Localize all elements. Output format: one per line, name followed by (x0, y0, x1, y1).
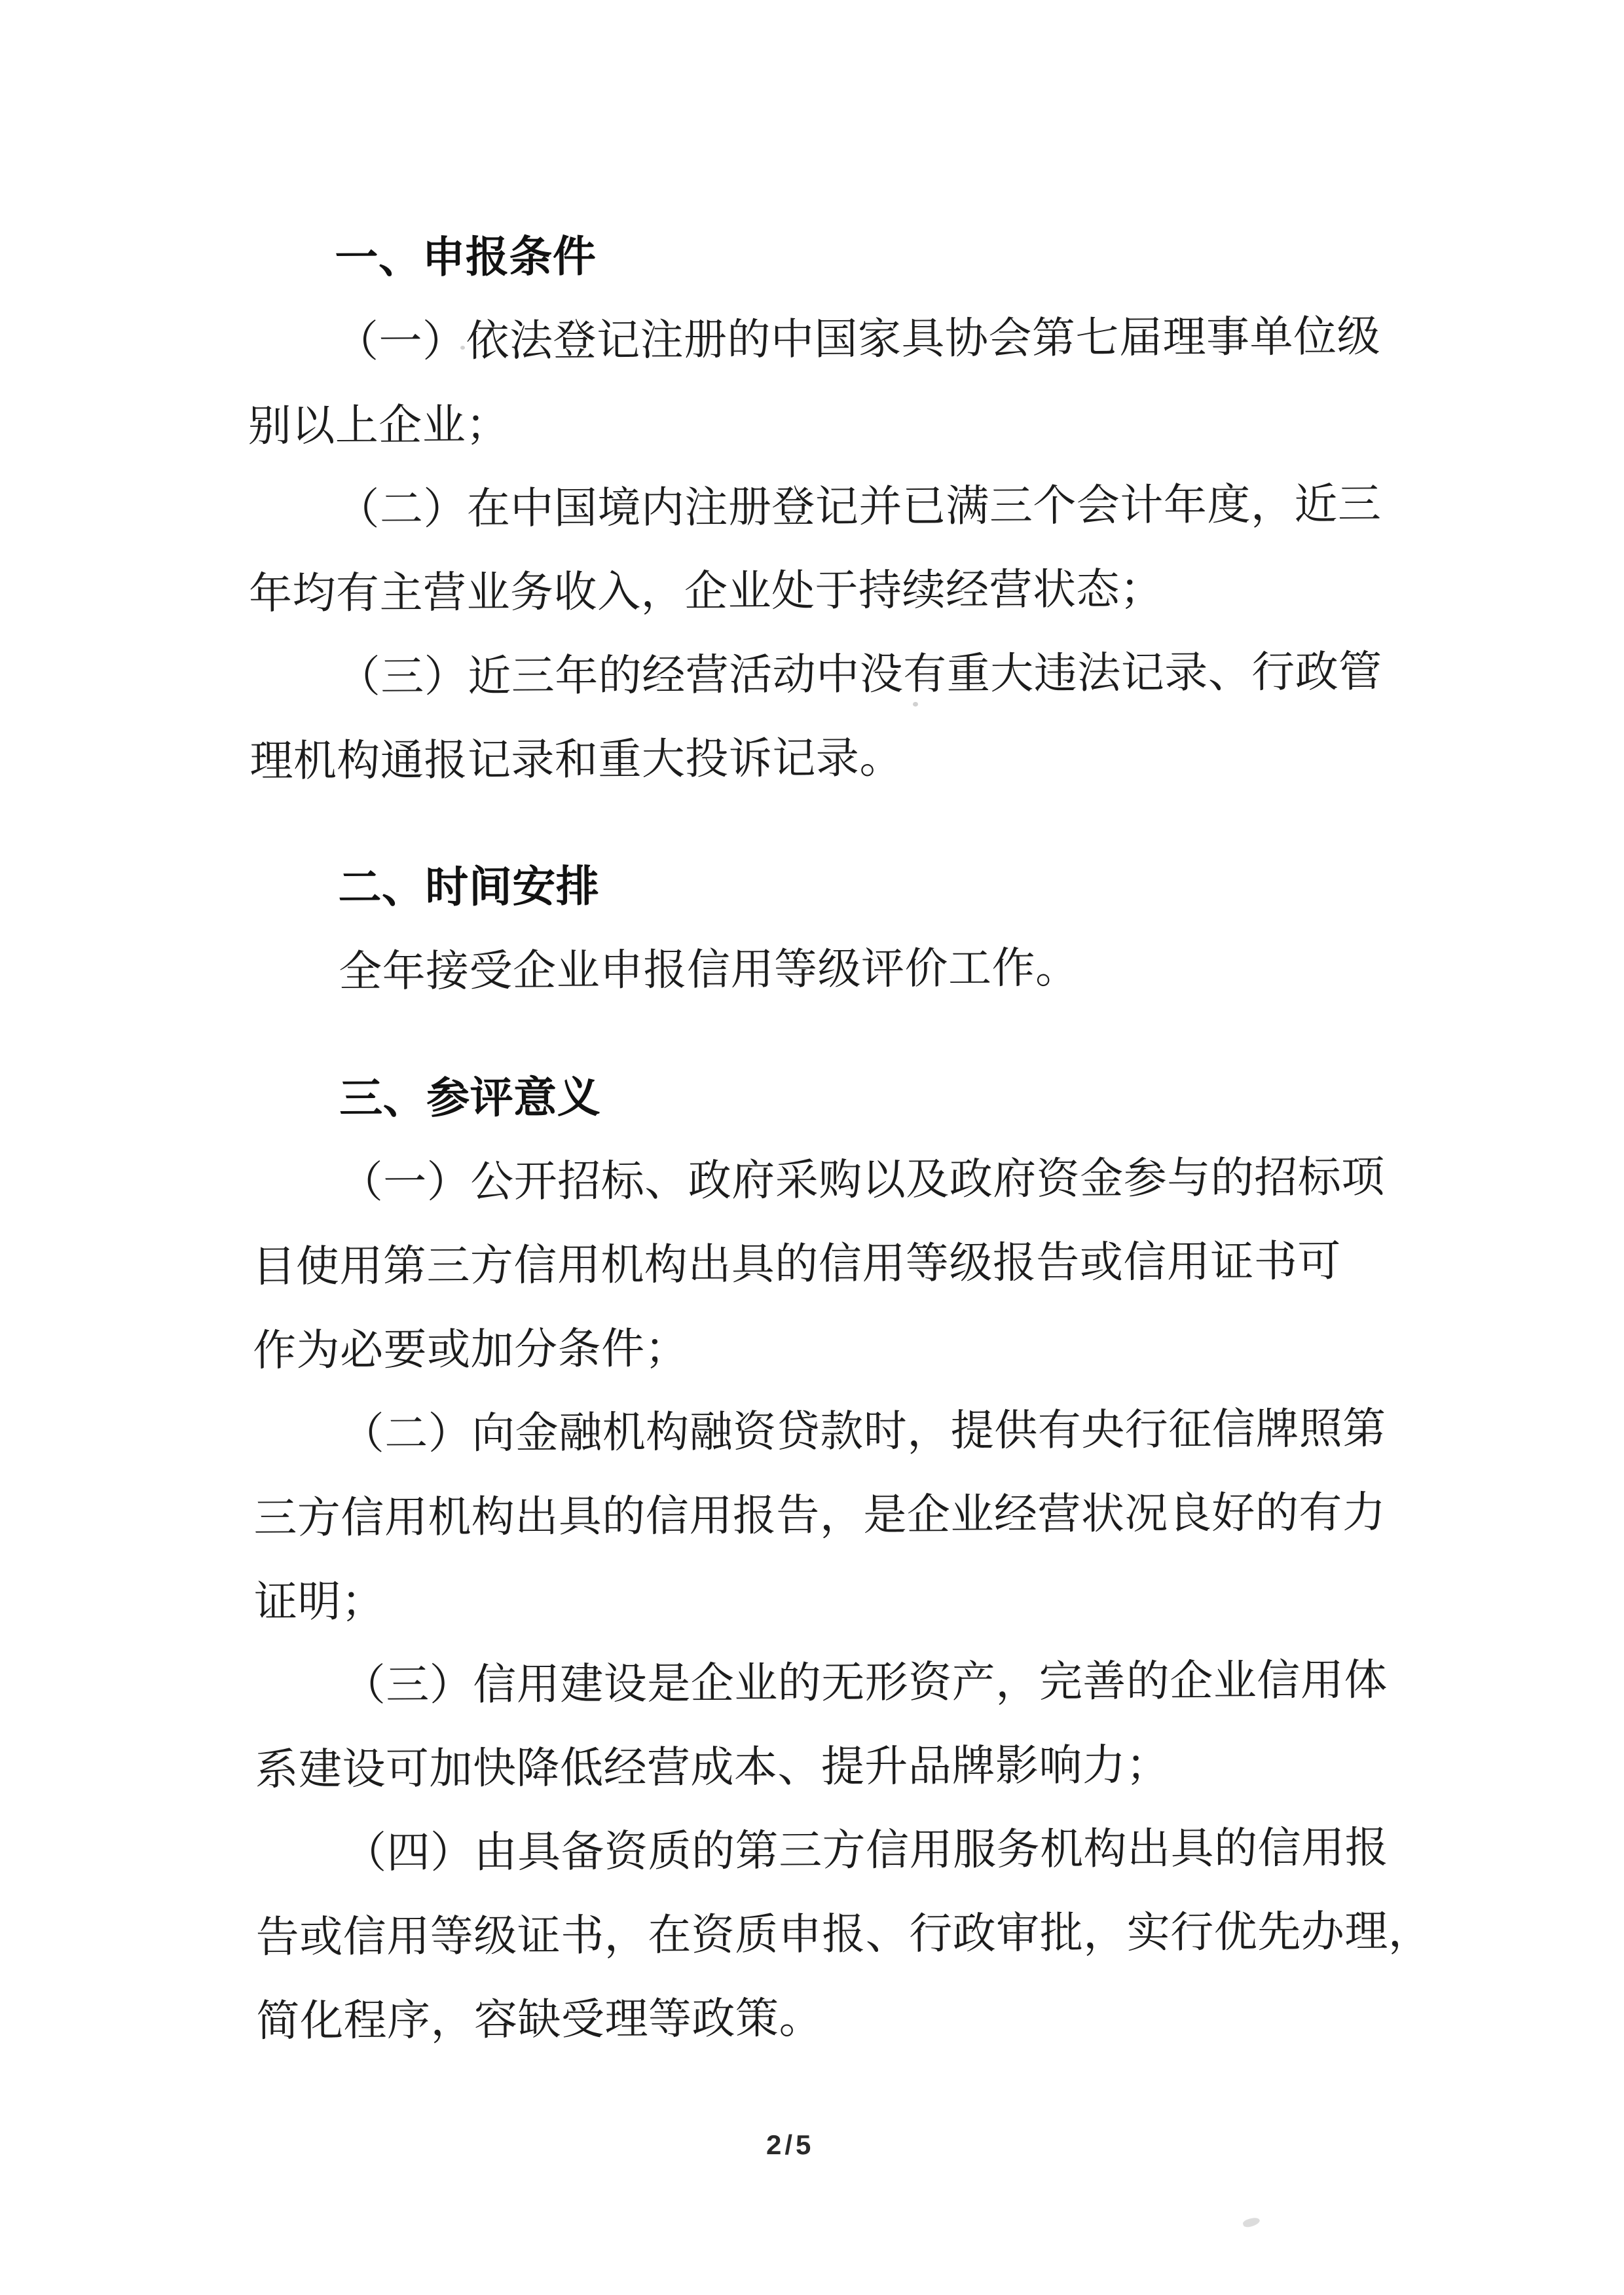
scan-speck (1242, 2216, 1261, 2228)
document-line: （二）在中国境内注册登记并已满三个会计年度，近三 (336, 480, 1382, 534)
page-number: 2/5 (766, 2129, 815, 2160)
document-line: 证明； (253, 1577, 385, 1626)
document-line: （二）向金融机构融资贷款时，提供有央行征信牌照第 (341, 1405, 1386, 1458)
document-line: 系建设可加快降低经营成本、提升品牌影响力； (255, 1741, 1170, 1794)
scan-speck (913, 702, 918, 707)
document-line: （三）近三年的经营活动中没有重大违法记录、行政管 (337, 648, 1382, 701)
document-line: （一）公开招标、政府采购以及政府资金参与的招标项 (339, 1153, 1385, 1207)
document-line: 目使用第三方信用机构出具的信用等级报告或信用证书可 (252, 1237, 1342, 1291)
document-line: （四）由具备资质的第三方信用服务机构出具的信用报 (342, 1824, 1389, 1877)
section-heading: 一、申报条件 (335, 231, 597, 282)
document-line: 告或信用等级证书，在资质申报、行政审批，实行优先办理， (255, 1907, 1432, 1962)
scan-speck (460, 346, 465, 350)
document-line: 简化程序，容缺受理等政策。 (256, 1994, 823, 2046)
document-line: 三方信用机构出具的信用报告，是企业经营状况良好的有力 (253, 1488, 1386, 1543)
document-line: 理机构通报记录和重大投诉记录。 (249, 734, 904, 786)
section-heading: 三、参评意义 (339, 1072, 601, 1122)
document-line: 年均有主营业务收入，企业处于持续经营状态； (248, 565, 1164, 618)
document-line: 作为必要或加分条件； (252, 1324, 689, 1375)
section-heading: 二、时间安排 (338, 861, 600, 911)
document-line: （一）依法登记注册的中国家具协会第七届理事单位级 (335, 312, 1381, 366)
document-line: 别以上企业； (248, 401, 509, 450)
document-body (247, 206, 1432, 2059)
document-line: （三）信用建设是企业的无形资产，完善的企业信用体 (342, 1656, 1388, 1710)
document-line: 全年接受企业申报信用等级评价工作。 (338, 944, 1079, 996)
